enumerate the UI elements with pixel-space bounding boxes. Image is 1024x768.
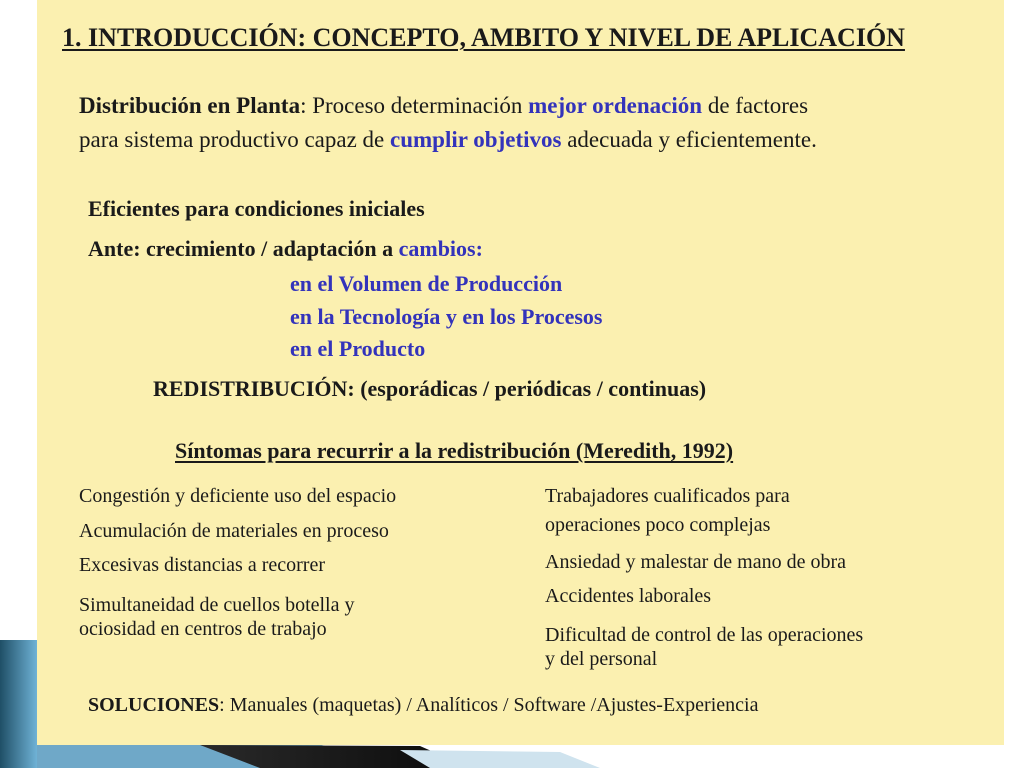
definition-text-2: de factores (702, 93, 809, 118)
solutions-line (88, 695, 758, 715)
symptom-right-item: Accidentes laborales (545, 585, 712, 607)
ante-heading (88, 238, 483, 260)
change-item: en el Producto (290, 336, 426, 361)
symptoms-title: Síntomas para recurrir a la redistribución (Meredith, 1992) (175, 438, 734, 463)
symptom-right-item: Trabajadores cualificados para (545, 485, 790, 507)
efficient-heading: Eficientes para condiciones iniciales (88, 196, 425, 221)
definition-line-1 (79, 94, 808, 117)
definition-text-3: para sistema productivo capaz de (79, 127, 391, 152)
symptom-right-item: Ansiedad y malestar de mano de obra (545, 551, 847, 573)
definition-highlight-1: mejor ordenación (528, 93, 703, 118)
symptom-left-item: Excesivas distancias a recorrer (79, 554, 325, 576)
definition-highlight-2: cumplir objetivos (390, 127, 562, 152)
symptom-right-item: operaciones poco complejas (545, 514, 771, 536)
symptom-left-item: Congestión y deficiente uso del espacio (79, 485, 397, 507)
symptom-right-item: Dificultad de control de las operaciones (545, 624, 864, 646)
symptom-left-item: Acumulación de materiales en proceso (79, 520, 389, 542)
definition-text-4: adecuada y eficientemente. (561, 127, 817, 152)
change-item: en el Volumen de Producción (290, 271, 563, 296)
definition-term: Distribución en Planta (79, 93, 301, 118)
definition-line-2 (79, 128, 817, 151)
symptom-left-item: ociosidad en centros de trabajo (79, 618, 327, 640)
redistribution-heading: REDISTRIBUCIÓN: (esporádicas / periódicas / continuas) (153, 376, 707, 401)
symptom-left-item: Simultaneidad de cuellos botella y (79, 594, 355, 616)
change-item: en la Tecnología y en los Procesos (290, 304, 603, 329)
ante-prefix: Ante: crecimiento / adaptación a (88, 236, 399, 261)
solutions-text: : Manuales (maquetas) / Analíticos / Software /Ajustes-Experiencia (219, 694, 759, 716)
solutions-label: SOLUCIONES (88, 694, 220, 716)
slide-title: 1. INTRODUCCIÓN: CONCEPTO, AMBITO Y NIVEL DE APLICACIÓN (62, 23, 905, 52)
symptom-right-item: y del personal (545, 648, 658, 670)
definition-text-1: : Proceso determinación (300, 93, 529, 118)
ante-highlight: cambios: (398, 236, 483, 261)
